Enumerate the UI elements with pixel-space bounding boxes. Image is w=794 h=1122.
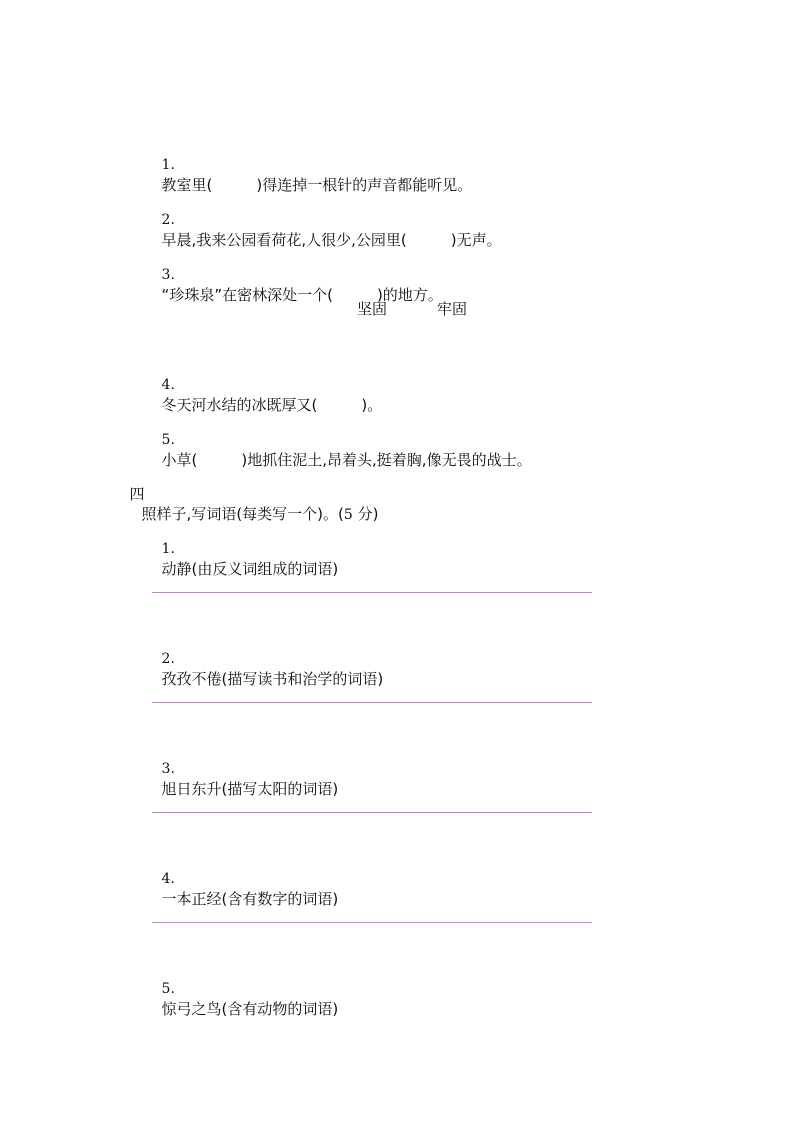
- fill-sentence-1: [152, 134, 472, 195]
- prompt-text: 惊弓之鸟(含有动物的词语): [161, 1000, 339, 1018]
- sentence-before: 早晨,我来公园看荷花,人很少,公园里(: [161, 231, 407, 249]
- answer-line-1[interactable]: [152, 592, 592, 593]
- fill-sentence-3: [152, 244, 443, 305]
- question-number: 2.: [161, 212, 175, 228]
- question-number: 2.: [161, 651, 175, 667]
- section-title: 照样子,写词语(每类写一个)。(: [141, 505, 344, 523]
- sentence-before: 冬天河水结的冰既厚又(: [161, 396, 318, 414]
- prompt-text: 孜孜不倦(描写读书和治学的词语): [161, 670, 384, 688]
- question-number: 3.: [161, 761, 175, 777]
- sentence-before: 小草(: [161, 451, 198, 469]
- sentence-after: )无声。: [450, 231, 502, 249]
- word-prompt-1: [152, 518, 338, 579]
- fill-sentence-2: [152, 189, 502, 250]
- question-number: 4.: [161, 871, 175, 887]
- question-number: 4.: [161, 377, 175, 393]
- section-score-suffix: 分): [352, 505, 379, 523]
- fill-sentence-5: [152, 409, 532, 470]
- prompt-text: 一本正经(含有数字的词语): [161, 890, 339, 908]
- fill-sentence-4: [152, 354, 382, 415]
- section-4-heading: [120, 464, 378, 525]
- question-number: 5.: [161, 981, 175, 997]
- sentence-after: )地抓住泥土,昂着头,挺着胸,像无畏的战士。: [241, 451, 532, 469]
- sentence-before: 教室里(: [161, 176, 213, 194]
- answer-line-3[interactable]: [152, 812, 592, 813]
- sentence-after: )得连掉一根针的声音都能听见。: [256, 176, 473, 194]
- word-option-2: 牢固: [437, 300, 468, 318]
- question-number: 3.: [161, 267, 175, 283]
- sentence-after: )。: [361, 396, 383, 414]
- answer-line-2[interactable]: [152, 702, 592, 703]
- sentence-before: “珍珠泉”在密林深处一个(: [161, 286, 333, 304]
- question-number: 1.: [161, 157, 175, 173]
- section-score: 5: [343, 507, 353, 523]
- answer-line-4[interactable]: [152, 922, 592, 923]
- word-option-1: 坚固: [357, 300, 388, 318]
- sentence-after: )的地方。: [376, 286, 443, 304]
- word-prompt-4: [152, 848, 338, 909]
- question-number: 1.: [161, 541, 175, 557]
- word-prompt-5: [152, 958, 338, 1019]
- word-prompt-2: [152, 628, 383, 689]
- question-number: 5.: [161, 432, 175, 448]
- section-numeral: 四: [129, 485, 145, 503]
- prompt-text: 旭日东升(描写太阳的词语): [161, 780, 339, 798]
- prompt-text: 动静(由反义词组成的词语): [161, 560, 339, 578]
- word-prompt-3: [152, 738, 338, 799]
